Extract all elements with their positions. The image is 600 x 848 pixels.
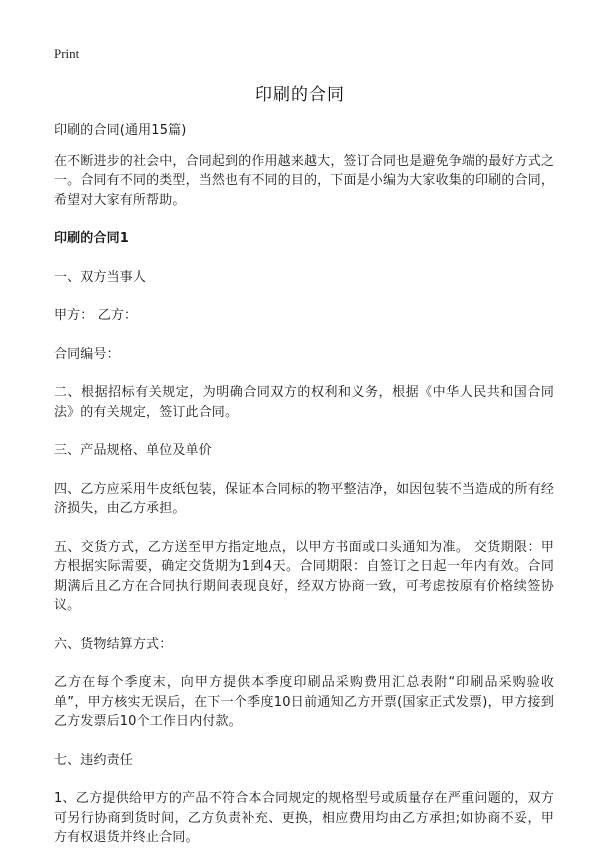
clause-legal-basis: 二、根据招标有关规定，为明确合同双方的权利和义务，根据《中华人民共和国合同法》的有关规定，签订此合同。 [54, 385, 554, 420]
clause-packaging: 四、乙方应采用牛皮纸包装，保证本合同标的物平整洁净，如因包装不当造成的所有经济损失，由乙方承担。 [54, 481, 554, 516]
clause-breach-item-1: 1、乙方提供给甲方的产品不符合本合同规定的规格型号或质量存在严重问题的，双方可另行协商到货时间，乙方负责补充、更换，相应费用均由乙方承担;如协商不妥，甲方有权退货并终止合同。 [54, 791, 554, 845]
intro-paragraph: 在不断进步的社会中，合同起到的作用越来越大，签订合同也是避免争端的最好方式之一。合同有不同的类型，当然也有不同的目的，下面是小编为大家收集的印刷的合同，希望对大家有所帮助。 [54, 153, 554, 208]
document-body [54, 121, 554, 848]
print-label: Print [54, 46, 80, 61]
document-subtitle: 印刷的合同(通用15篇) [54, 123, 187, 138]
document-title: 印刷的合同 [255, 85, 345, 105]
clause-product-spec-heading: 三、产品规格、单位及单价 [54, 443, 212, 458]
clause-parties-heading: 一、双方当事人 [54, 269, 147, 285]
clause-breach-heading: 七、违约责任 [54, 752, 133, 768]
clause-settlement-heading: 六、货物结算方式： [54, 636, 173, 652]
clause-settlement-details: 乙方在每个季度末，向甲方提供本季度印刷品采购费用汇总表附“印刷品采购验收单”，甲方核实无误后，在下一个季度10日前通知乙方开票(国家正式发票)，甲方接到乙方发票后10个工作日内付款。 [54, 675, 554, 729]
clause-party-names: 甲方： 乙方： [54, 308, 138, 323]
clause-contract-number: 合同编号： [54, 346, 120, 362]
section-title: 印刷的合同1 [54, 231, 129, 246]
clause-delivery: 五、交货方式，乙方送至甲方指定地点，以甲方书面或口头通知为准。 交货期限：甲方根据实际需要，确定交货期为1到4天。合同期限：自签订之日起一年内有效。合同期满后且乙方在合同执行期间表现良好，经双方协商一致，可考虑按原有价格续签协议。 [54, 539, 554, 613]
